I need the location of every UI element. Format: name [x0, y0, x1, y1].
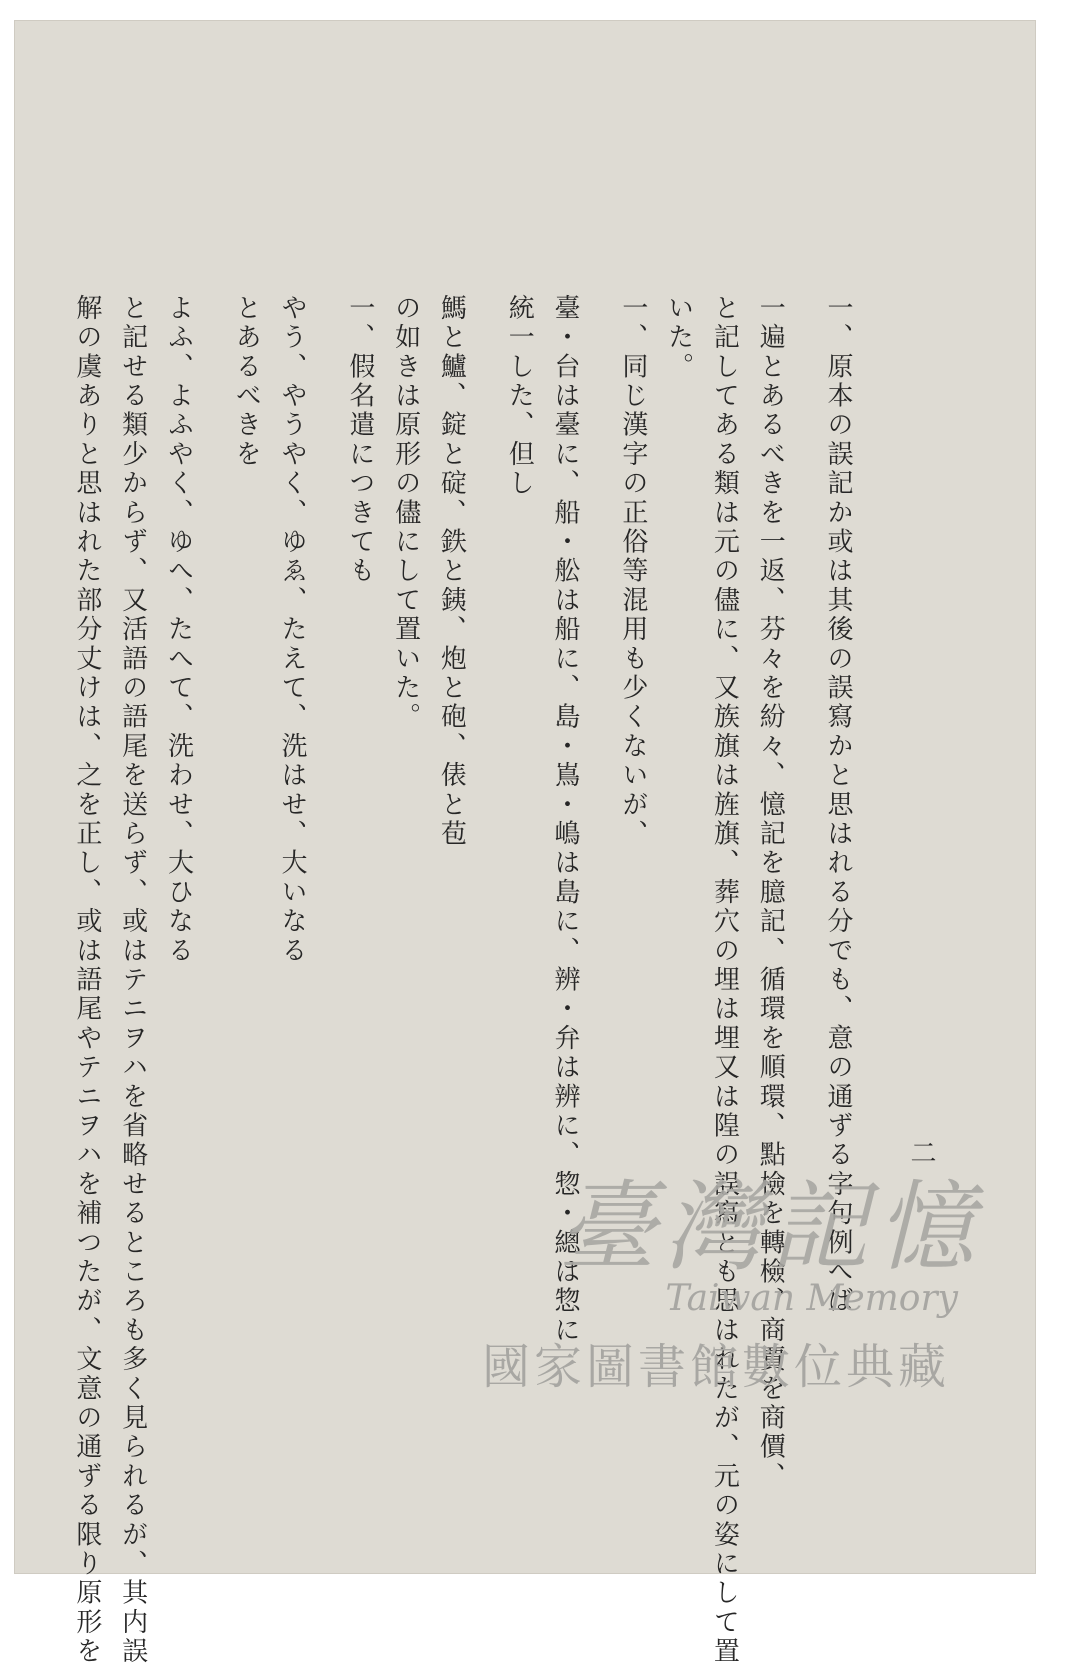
text-line: 一、假名遣につきても: [344, 294, 375, 586]
watermark: [462, 1168, 982, 1438]
page-number: 二: [906, 1139, 936, 1165]
watermark-org: 國家圖書館數位典藏: [482, 1339, 951, 1395]
text-line: 一、同じ漢字の正俗等混用も少くないが、: [617, 294, 648, 849]
text-line: やう、やうやく、ゆゑ、たえて、洗はせ、大いなる: [277, 294, 308, 966]
text-line: の如きは原形の儘にして置いた。: [390, 294, 421, 732]
text-line: 統一した、但し: [504, 294, 535, 499]
text-line: と記してある類は元の儘に、又族旗は旌旗、葬穴の埋は埋又は隍の誤寫とも思はれたが、元の姿にして置: [709, 294, 740, 1666]
text-line: 一遍とあるべきを一返、芬々を紛々、憶記を臆記、循環を順環、點檢を轉檢、商賈を商價、: [755, 294, 786, 1492]
text-line: 鰢と鱸、錠と碇、鉄と銕、炮と砲、俵と苞: [436, 294, 467, 849]
text-line: よふ、よふやく、ゆへ、たへて、洗わせ、大ひなる: [163, 294, 194, 966]
text-line: と記せる類少からず、又活語の語尾を送らず、或はテニヲハを省略せるところも多く見られるが、其内誤: [117, 294, 148, 1666]
watermark-logo: 臺灣記憶: [557, 1171, 982, 1285]
text-line: 一、原本の誤記か或は其後の誤寫かと思はれる分でも、意の通ずる字句例へば: [823, 294, 853, 1316]
text-line: いた。: [663, 294, 694, 382]
text-line: 解の虞ありと思はれた部分丈けは、之を正し、或は語尾やテニヲハを補つたが、文意の通ずる限り原形を: [71, 294, 102, 1666]
text-line: とあるべきを: [231, 294, 262, 470]
text-line: 臺・台は臺に、船・舩は船に、島・嶌・嶋は島に、辨・弁は辨に、惣・總は惣に: [550, 294, 581, 1346]
watermark-subtitle: Taiwan Memory: [665, 1278, 958, 1319]
